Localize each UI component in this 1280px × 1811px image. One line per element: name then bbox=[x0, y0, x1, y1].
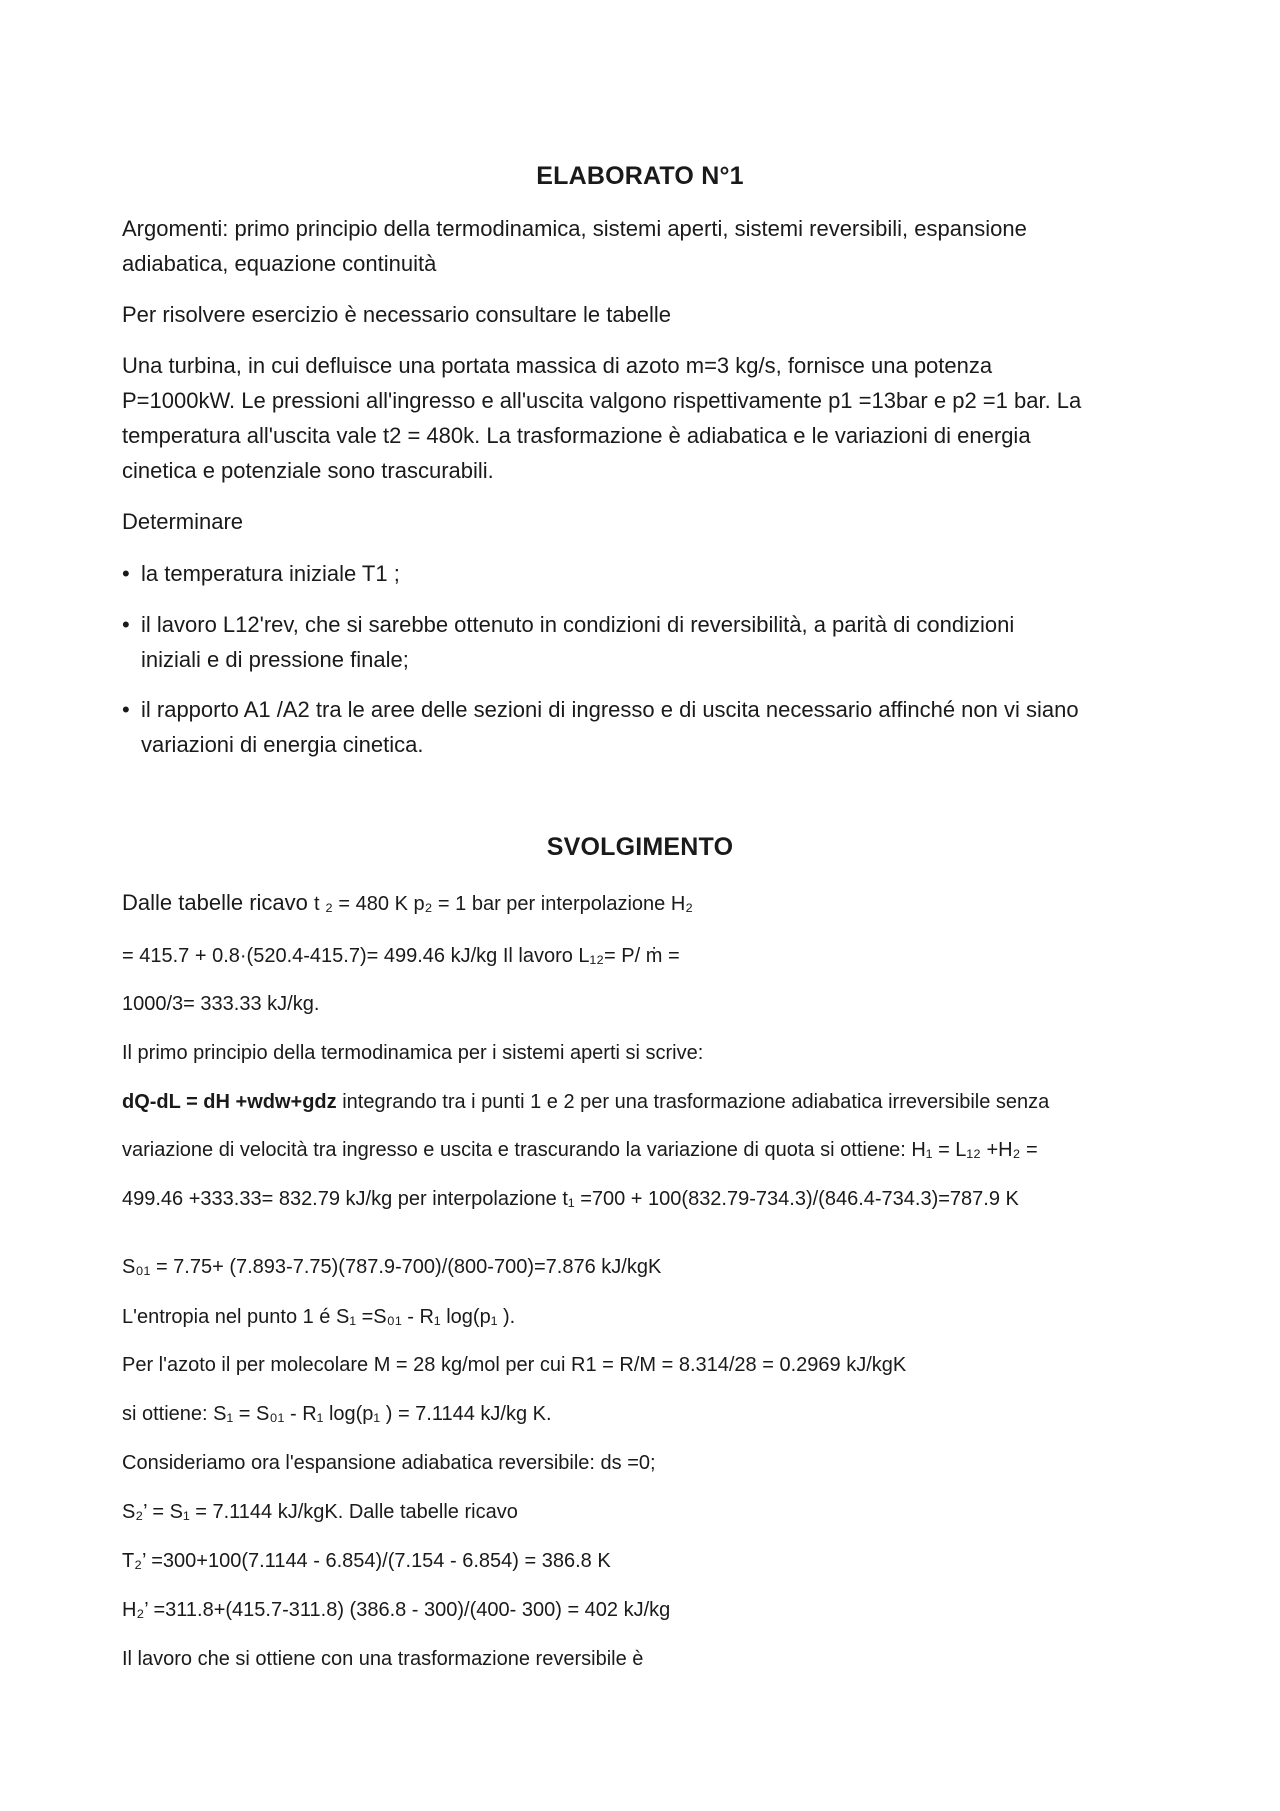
bullet-dot: • bbox=[122, 612, 130, 637]
solution-line: Il primo principio della termodinamica per i sistemi aperti si scrive: bbox=[122, 1042, 704, 1064]
problem-line-1: Una turbina, in cui defluisce una portata massica di azoto m=3 kg/s, fornisce una potenza bbox=[122, 353, 993, 378]
solution-line bbox=[122, 885, 1162, 922]
solution-text: integrando tra i punti 1 e 2 per una trasformazione adiabatica irreversibile senza bbox=[336, 1091, 1050, 1113]
solution-line: 1000/3= 333.33 kJ/kg. bbox=[122, 993, 320, 1015]
bullet-item bbox=[122, 692, 1172, 762]
solution-text: Dalle tabelle ricavo bbox=[122, 890, 314, 915]
bullet-item bbox=[122, 556, 1172, 591]
solution-line: S₀₁ = 7.75+ (7.893-7.75)(787.9-700)/(800-700)=7.876 kJ/kgK bbox=[122, 1256, 662, 1278]
problem-line-2: P=1000kW. Le pressioni all'ingresso e all'uscita valgono rispettivamente p1 =13bar e p2 =1 bar. La bbox=[122, 388, 1082, 413]
bullet-text: variazioni di energia cinetica. bbox=[141, 732, 424, 757]
bullet-dot: • bbox=[122, 561, 130, 586]
bullet-dot: • bbox=[122, 697, 130, 722]
solution-line: si ottiene: S₁ = S₀₁ - R₁ log(p₁ ) = 7.1144 kJ/kg K. bbox=[122, 1403, 552, 1425]
section-title: SVOLGIMENTO bbox=[546, 833, 734, 861]
solution-line: T₂’ =300+100(7.1144 - 6.854)/(7.154 - 6.854) = 386.8 K bbox=[122, 1550, 611, 1572]
equation-bold: dQ-dL = dH +wdw+gdz bbox=[122, 1091, 337, 1113]
bullet-text: il rapporto A1 /A2 tra le aree delle sezioni di ingresso e di uscita necessario affinché non vi siano bbox=[141, 697, 1079, 722]
solution-line: S₂’ = S₁ = 7.1144 kJ/kgK. Dalle tabelle ricavo bbox=[122, 1501, 518, 1523]
solution-text: t ₂ = 480 K p₂ = 1 bar per interpolazione H₂ bbox=[313, 893, 694, 915]
topics-line-1: Argomenti: primo principio della termodinamica, sistemi aperti, sistemi reversibili, espansione bbox=[122, 216, 1027, 241]
solution-line: L'entropia nel punto 1 é S₁ =S₀₁ - R₁ log(p₁ ). bbox=[122, 1306, 516, 1328]
bullet-text: il lavoro L12'rev, che si sarebbe ottenuto in condizioni di reversibilità, a parità di condizioni bbox=[141, 612, 1015, 637]
bullet-item bbox=[122, 607, 1172, 677]
bullet-text: iniziali e di pressione finale; bbox=[141, 647, 409, 672]
page-title: ELABORATO N°1 bbox=[536, 162, 744, 190]
tables-note: Per risolvere esercizio è necessario consultare le tabelle bbox=[122, 302, 672, 327]
problem-line-4: cinetica e potenziale sono trascurabili. bbox=[122, 458, 494, 483]
solution-line: H₂’ =311.8+(415.7-311.8) (386.8 - 300)/(400- 300) = 402 kJ/kg bbox=[122, 1599, 671, 1621]
solution-line: variazione di velocità tra ingresso e uscita e trascurando la variazione di quota si ottiene: H₁ = L₁₂ +H₂ = bbox=[122, 1139, 1038, 1161]
solution-line: Per l'azoto il per molecolare M = 28 kg/mol per cui R1 = R/M = 8.314/28 = 0.2969 kJ/kgK bbox=[122, 1354, 907, 1376]
topics-line-2: adiabatica, equazione continuità bbox=[122, 251, 437, 276]
solution-line: Consideriamo ora l'espansione adiabatica reversibile: ds =0; bbox=[122, 1452, 656, 1474]
bullet-text: la temperatura iniziale T1 ; bbox=[141, 561, 400, 586]
solution-line: Il lavoro che si ottiene con una trasformazione reversibile è bbox=[122, 1648, 644, 1670]
solution-line: = 415.7 + 0.8·(520.4-415.7)= 499.46 kJ/kg Il lavoro L₁₂= P/ ṁ = bbox=[122, 945, 680, 967]
solution-line: 499.46 +333.33= 832.79 kJ/kg per interpolazione t₁ =700 + 100(832.79-734.3)/(846.4-734.3)=787.9 K bbox=[122, 1188, 1019, 1210]
problem-line-3: temperatura all'uscita vale t2 = 480k. La trasformazione è adiabatica e le variazioni di energia bbox=[122, 423, 1031, 448]
solution-line bbox=[122, 1085, 1162, 1120]
determine-label: Determinare bbox=[122, 509, 244, 534]
